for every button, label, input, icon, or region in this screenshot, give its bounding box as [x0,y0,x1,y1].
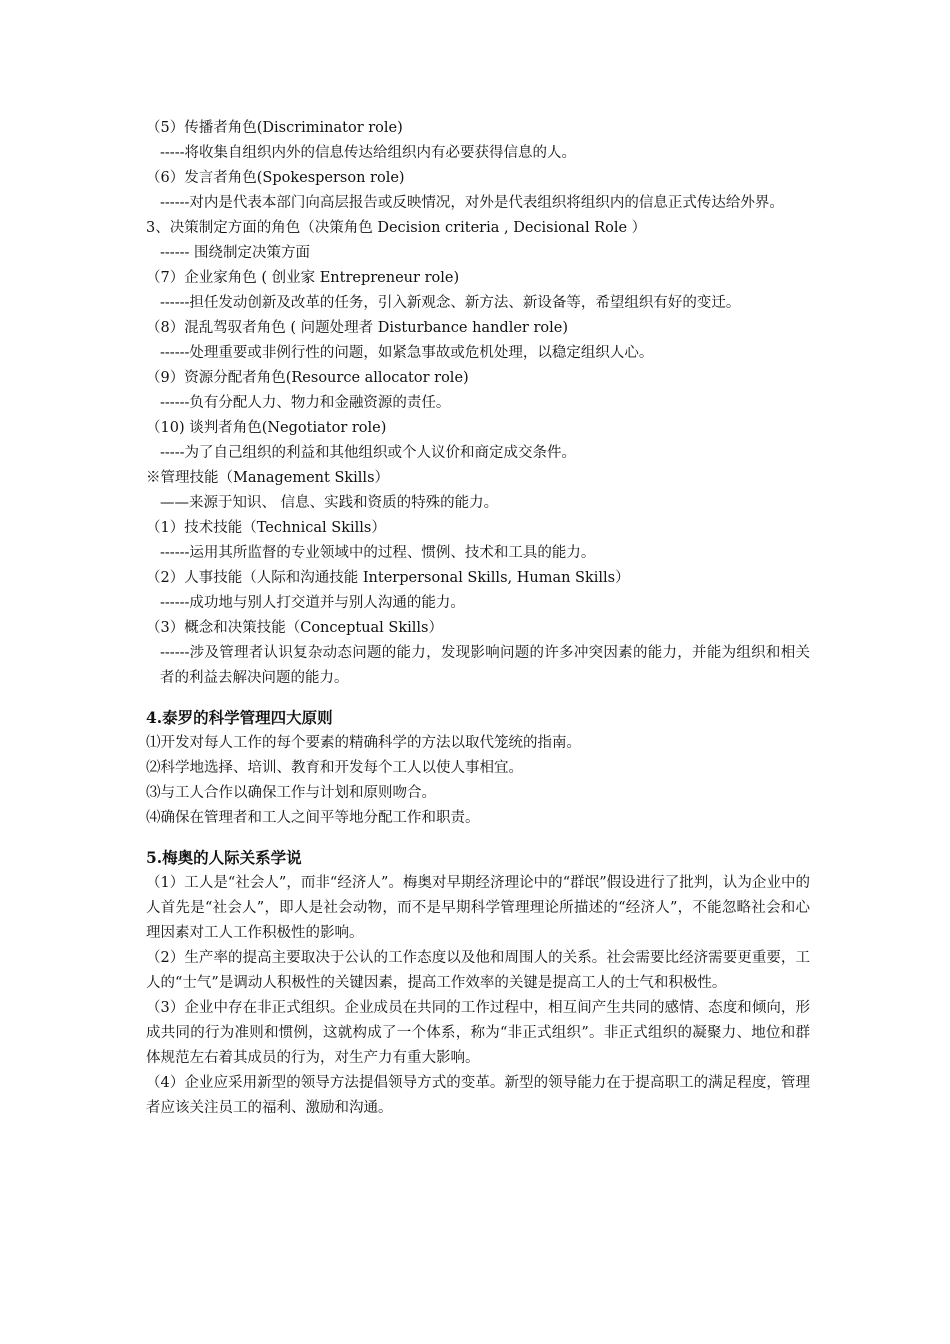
role-10-desc: -----为了自己组织的利益和其他组织或个人议价和商定成交条件。 [160,445,576,461]
document-page [146,116,810,1121]
mayo-item: （4）企业应采用新型的领导方法提倡领导方式的变革。新型的领导能力在于提高职工的满足程度，管理者应该关注员工的福利、激励和沟通。 [146,1075,810,1116]
decision-heading: 3、决策制定方面的角色（决策角色 Decision criteria , Decisional Role ） [146,220,647,236]
role-8-desc: ------处理重要或非例行性的问题，如紧急事故或危机处理，以稳定组织人心。 [160,345,654,361]
mayo-item: （3）企业中存在非正式组织。企业成员在共同的工作过程中，相互间产生共同的感情、态度和倾向，形成共同的行为准则和惯例，这就构成了一个体系，称为“非正式组织”。非正式组织的凝聚力、地位和群体规范左右着其成员的行为，对生产力有重大影响。 [146,1000,810,1066]
role-6-title: （6）发言者角色(Spokesperson role) [146,170,405,186]
skills-heading: ※管理技能（Management Skills） [146,470,390,486]
mayo-item: （1）工人是“社会人”，而非“经济人”。梅奥对早期经济理论中的“群氓”假设进行了批判，认为企业中的人首先是“社会人”，即人是社会动物，而不是早期科学管理理论所描述的“经济人”，不能忽略社会和心理因素对工人工作积极性的影响。 [146,875,810,941]
taylor-item: ⑴开发对每人工作的每个要素的精确科学的方法以取代笼统的指南。 [146,735,581,751]
skill-1-desc: ------运用其所监督的专业领域中的过程、惯例、技术和工具的能力。 [160,545,596,561]
taylor-item: ⑶与工人合作以确保工作与计划和原则吻合。 [146,785,436,801]
skill-3-title: （3）概念和决策技能（Conceptual Skills） [146,620,444,636]
role-10-title: （10) 谈判者角色(Negotiator role) [146,420,387,436]
role-8-title: （8）混乱驾驭者角色 ( 问题处理者 Disturbance handler role) [146,320,568,336]
decision-subtitle: ------ 围绕制定决策方面 [160,245,311,261]
role-6-desc: ------对内是代表本部门向高层报告或反映情况，对外是代表组织将组织内的信息正式传达给外界。 [160,195,784,211]
mayo-item: （2）生产率的提高主要取决于公认的工作态度以及他和周围人的关系。社会需要比经济需要更重要，工人的“士气”是调动人积极性的关键因素，提高工作效率的关键是提高工人的士气和积极性。 [146,950,810,991]
role-7-desc: ------担任发动创新及改革的任务，引入新观念、新方法、新设备等，希望组织有好的变迁。 [160,295,741,311]
role-5-desc: -----将收集自组织内外的信息传达给组织内有必要获得信息的人。 [160,145,576,161]
skill-2-desc: ------成功地与别人打交道并与别人沟通的能力。 [160,595,465,611]
skill-3-desc: ------涉及管理者认识复杂动态问题的能力，发现影响问题的许多冲突因素的能力，并能为组织和相关者的利益去解决问题的能力。 [160,645,810,686]
role-5-title: （5）传播者角色(Discriminator role) [146,120,403,136]
taylor-item: ⑷确保在管理者和工人之间平等地分配工作和职责。 [146,810,480,826]
skill-1-title: （1）技术技能（Technical Skills） [146,520,386,536]
role-9-title: （9）资源分配者角色(Resource allocator role) [146,370,469,386]
skill-2-title: （2）人事技能（人际和沟通技能 Interpersonal Skills, Human Skills） [146,570,630,586]
taylor-item: ⑵科学地选择、培训、教育和开发每个工人以使人事相宜。 [146,760,523,776]
skills-subtitle: ——来源于知识、 信息、实践和资质的特殊的能力。 [160,495,499,511]
mayo-heading: 5.梅奥的人际关系学说 [146,848,302,867]
role-7-title: （7）企业家角色 ( 创业家 Entrepreneur role) [146,270,460,286]
role-9-desc: ------负有分配人力、物力和金融资源的责任。 [160,395,451,411]
taylor-heading: 4.泰罗的科学管理四大原则 [146,708,333,727]
